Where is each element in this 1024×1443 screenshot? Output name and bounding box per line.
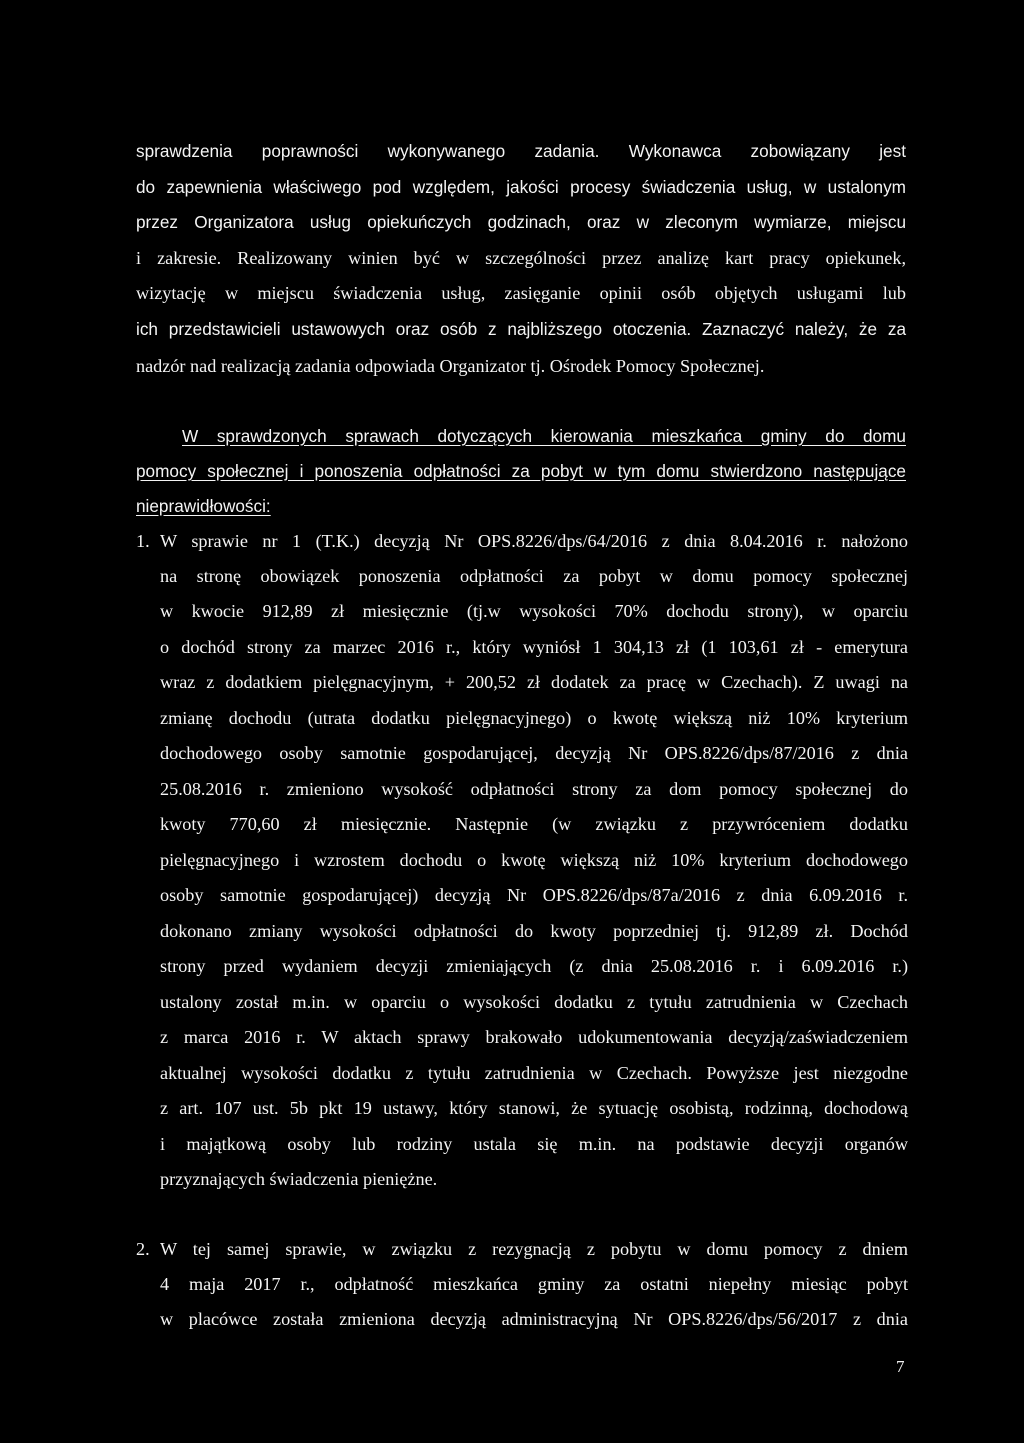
list-item-line: dokonano zmiany wysokości odpłatności do kwoty poprzedniej tj. 912,89 zł. Dochód [160, 921, 908, 941]
section-heading-line: nieprawidłowości: [136, 496, 271, 516]
list-item-line: pielęgnacyjnego i wzrostem dochodu o kwotę większą niż 10% kryterium dochodowego [160, 850, 908, 870]
list-item-line: kwoty 770,60 zł miesięcznie. Następnie (w związku z przywróceniem dodatku [160, 814, 908, 834]
list-item-line: w placówce została zmieniona decyzją administracyjną Nr OPS.8226/dps/56/2017 z dnia [160, 1309, 908, 1329]
paragraph-line: przez Organizatora usług opiekuńczych godzinach, oraz w zleconym wymiarze, miejscu [136, 212, 906, 232]
list-item-line: przyznających świadczenia pieniężne. [160, 1169, 438, 1189]
paragraph-line: nadzór nad realizacją zadania odpowiada Organizator tj. Ośrodek Pomocy Społecznej. [136, 356, 765, 376]
list-item-number: 2. [136, 1239, 150, 1259]
list-item-line: wraz z dodatkiem pielęgnacyjnym, + 200,52 zł dodatek za pracę w Czechach). Z uwagi na [160, 672, 908, 692]
list-item-line: z marca 2016 r. W aktach sprawy brakowało udokumentowania decyzją/zaświadczeniem [160, 1027, 908, 1047]
list-item-line: 25.08.2016 r. zmieniono wysokość odpłatności strony za dom pomocy społecznej do [160, 779, 908, 799]
list-item-line: W tej samej sprawie, w związku z rezygnacją z pobytu w domu pomocy z dniem [160, 1239, 908, 1259]
list-item-number: 1. [136, 531, 150, 551]
list-item-line: dochodowego osoby samotnie gospodarującej, decyzją Nr OPS.8226/dps/87/2016 z dnia [160, 743, 908, 763]
list-item-line: strony przed wydaniem decyzji zmieniających (z dnia 25.08.2016 r. i 6.09.2016 r.) [160, 956, 908, 976]
page-number: 7 [896, 1357, 905, 1376]
section-heading-line: W sprawdzonych sprawach dotyczących kierowania mieszkańca gminy do domu [182, 426, 906, 446]
section-heading-line: pomocy społecznej i ponoszenia odpłatności za pobyt w tym domu stwierdzono następujące [136, 461, 906, 481]
paragraph-line: sprawdzenia poprawności wykonywanego zadania. Wykonawca zobowiązany jest [136, 141, 906, 161]
list-item-line: osoby samotnie gospodarującej) decyzją Nr OPS.8226/dps/87a/2016 z dnia 6.09.2016 r. [160, 885, 908, 905]
paragraph-line: wizytację w miejscu świadczenia usług, zasięganie opinii osób objętych usługami lub [136, 283, 906, 303]
list-item-line: ustalony został m.in. w oparciu o wysokości dodatku z tytułu zatrudnienia w Czechach [160, 992, 908, 1012]
list-item-line: z art. 107 ust. 5b pkt 19 ustawy, który stanowi, że sytuację osobistą, rodzinną, dochodową [160, 1098, 908, 1118]
paragraph-line: i zakresie. Realizowany winien być w szczególności przez analizę kart pracy opiekunek, [136, 248, 906, 268]
list-item-line: aktualnej wysokości dodatku z tytułu zatrudnienia w Czechach. Powyższe jest niezgodne [160, 1063, 908, 1083]
list-item-line: o dochód strony za marzec 2016 r., który wyniósł 1 304,13 zł (1 103,61 zł - emerytura [160, 637, 908, 657]
list-item-line: 4 maja 2017 r., odpłatność mieszkańca gminy za ostatni niepełny miesiąc pobyt [160, 1274, 908, 1294]
list-item-line: na stronę obowiązek ponoszenia odpłatności za pobyt w domu pomocy społecznej [160, 566, 908, 586]
list-item-line: W sprawie nr 1 (T.K.) decyzją Nr OPS.8226/dps/64/2016 z dnia 8.04.2016 r. nałożono [160, 531, 908, 551]
list-item-line: w kwocie 912,89 zł miesięcznie (tj.w wysokości 70% dochodu strony), w oparciu [160, 601, 908, 621]
list-item-line: zmianę dochodu (utrata dodatku pielęgnacyjnego) o kwotę większą niż 10% kryterium [160, 708, 908, 728]
paragraph-line: ich przedstawicieli ustawowych oraz osób z najbliższego otoczenia. Zaznaczyć należy, że za [136, 319, 906, 339]
list-item-line: i majątkową osoby lub rodziny ustala się m.in. na podstawie decyzji organów [160, 1134, 908, 1154]
paragraph-line: do zapewnienia właściwego pod względem, jakości procesy świadczenia usług, w ustalonym [136, 177, 906, 197]
